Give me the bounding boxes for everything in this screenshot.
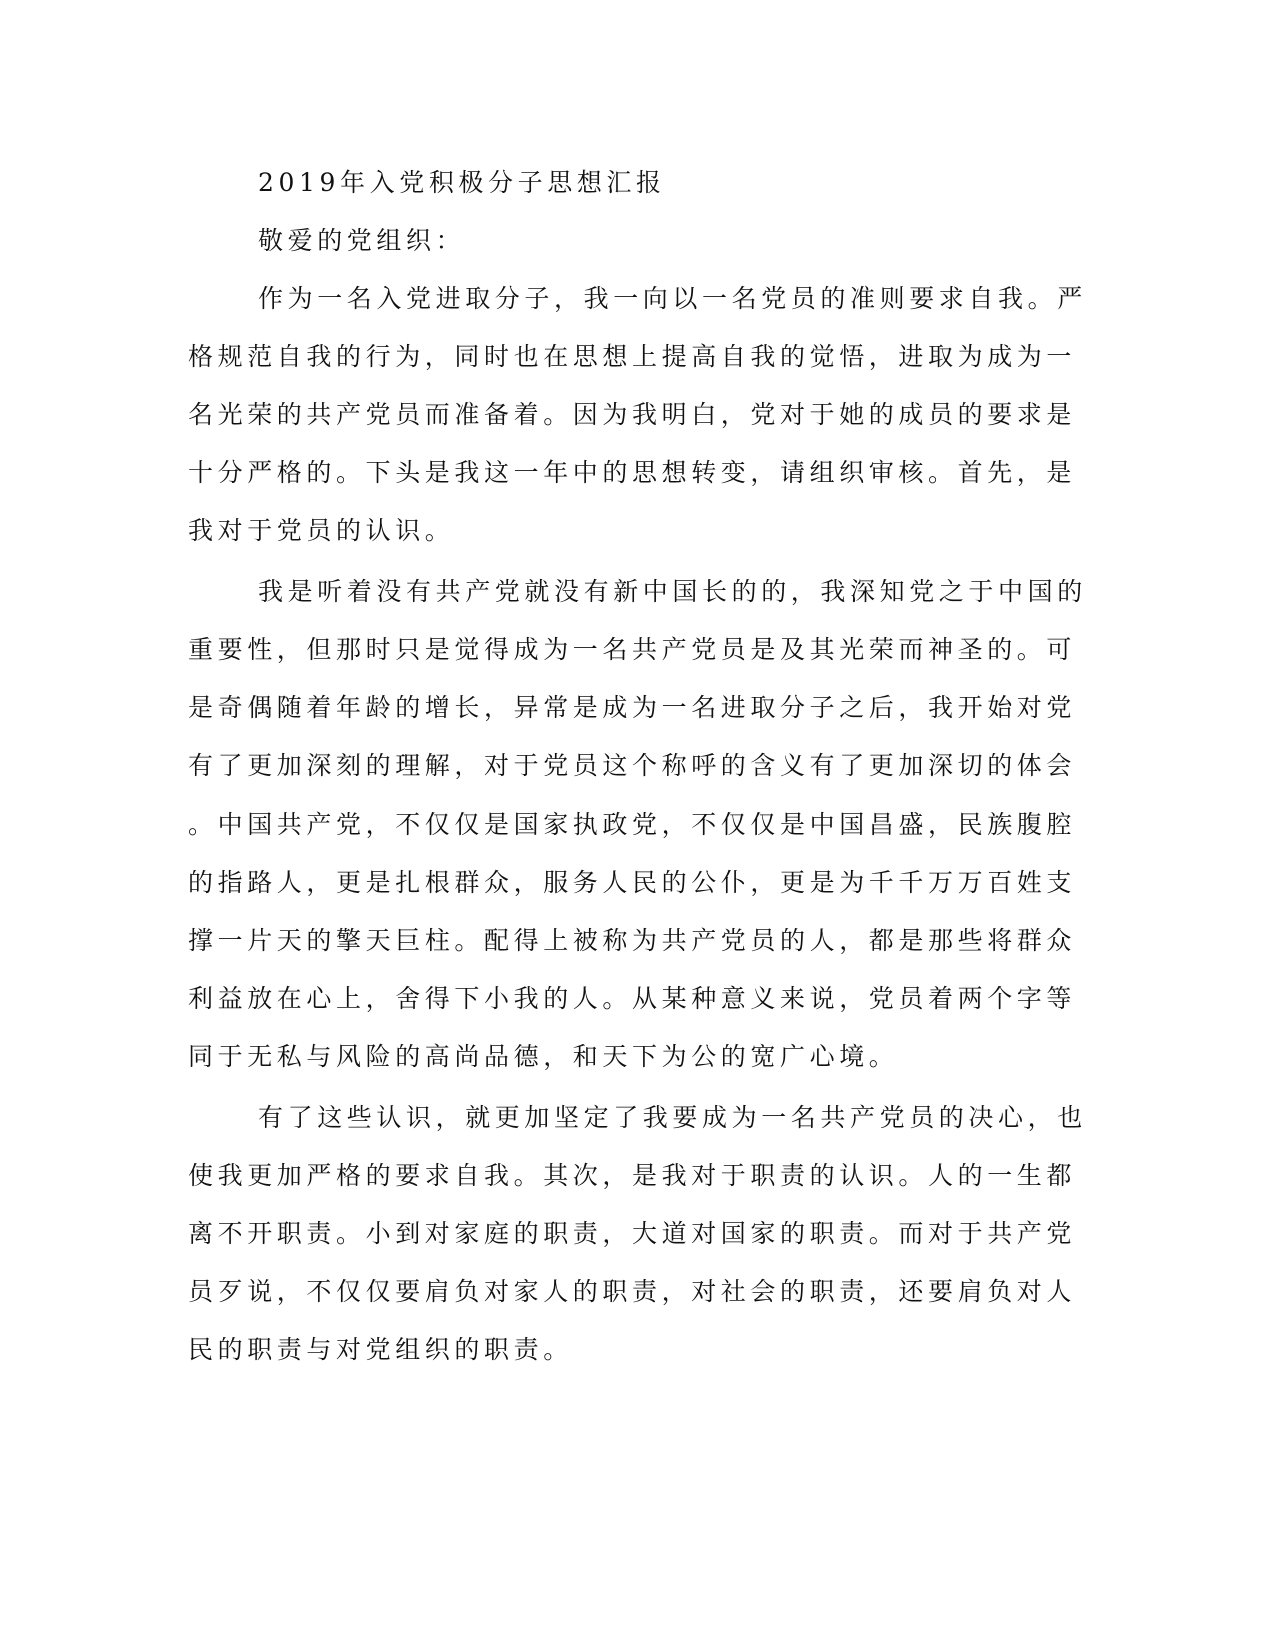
salutation: 敬爱的党组织： [258, 226, 466, 255]
text-line: 格规范自我的行为，同时也在思想上提高自我的觉悟，进取为成为一 [188, 342, 1077, 371]
text-line: 离不开职责。小到对家庭的职责，大道对国家的职责。而对于共产党 [188, 1219, 1077, 1248]
text-line: 我对于党员的认识。 [188, 516, 455, 545]
text-line: 有了这些认识，就更加坚定了我要成为一名共产党员的决心，也 [258, 1103, 1087, 1132]
text-line: 。中国共产党，不仅仅是国家执政党，不仅仅是中国昌盛，民族腹腔 [188, 810, 1077, 839]
text-line: 民的职责与对党组织的职责。 [188, 1335, 573, 1364]
text-line: 的指路人，更是扎根群众，服务人民的公仆，更是为千千万万百姓支 [188, 868, 1077, 897]
text-line: 同于无私与风险的高尚品德，和天下为公的宽广心境。 [188, 1042, 899, 1071]
text-line: 有了更加深刻的理解，对于党员这个称呼的含义有了更加深切的体会 [188, 751, 1077, 780]
text-line: 撑一片天的擎天巨柱。配得上被称为共产党员的人，都是那些将群众 [188, 926, 1077, 955]
text-line: 员歹说，不仅仅要肩负对家人的职责，对社会的职责，还要肩负对人 [188, 1277, 1077, 1306]
text-line: 是奇偶随着年龄的增长，异常是成为一名进取分子之后，我开始对党 [188, 693, 1077, 722]
text-line: 作为一名入党进取分子，我一向以一名党员的准则要求自我。严 [258, 284, 1087, 313]
text-line: 利益放在心上，舍得下小我的人。从某种意义来说，党员着两个字等 [188, 984, 1077, 1013]
text-line: 我是听着没有共产党就没有新中国长的的，我深知党之于中国的 [258, 577, 1087, 606]
text-line: 十分严格的。下头是我这一年中的思想转变，请组织审核。首先，是 [188, 458, 1077, 487]
text-line: 重要性，但那时只是觉得成为一名共产党员是及其光荣而神圣的。可 [188, 635, 1077, 664]
text-line: 使我更加严格的要求自我。其次，是我对于职责的认识。人的一生都 [188, 1161, 1077, 1190]
document-title: 2019年入党积极分子思想汇报 [258, 168, 666, 197]
text-line: 名光荣的共产党员而准备着。因为我明白，党对于她的成员的要求是 [188, 400, 1077, 429]
